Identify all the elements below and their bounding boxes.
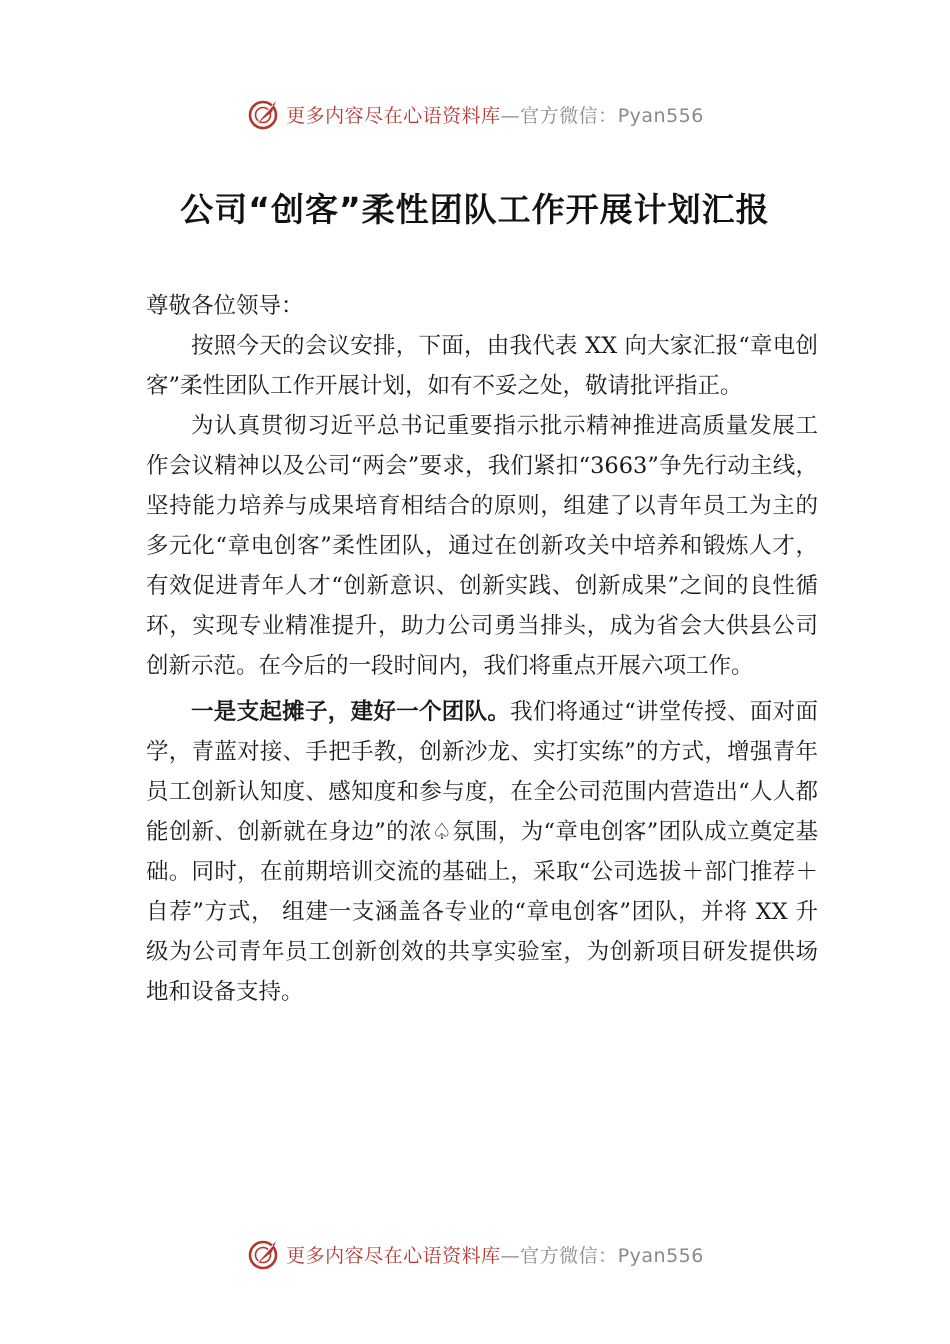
banner-wechat-label: 官方微信： bbox=[520, 104, 618, 127]
document-title: 公司“创客”柔性团队工作开展计划汇报 bbox=[180, 190, 770, 229]
document-body bbox=[146, 286, 818, 1012]
paragraph-background: 为认真贯彻习近平总书记重要指示批示精神推进高质量发展工作会议精神以及公司“两会”要求，我们紧扣“3663”争先行动主线，坚持能力培养与成果培育相结合的原则，组建了以青年员工为主的多元化“章电创客”柔性团队，通过在创新攻关中培养和锻炼人才，有效促进青年人才“创新意识、创新实践、创新成果”之间的良性循环，实现专业精准提升，助力公司勇当排头，成为省会大供县公司创新示范。在今后的一段时间内，我们将重点开展六项工作。 bbox=[146, 413, 818, 679]
footer-banner bbox=[0, 1234, 950, 1274]
quill-logo-icon bbox=[246, 96, 282, 132]
salutation: 尊敬各位领导： bbox=[146, 293, 304, 319]
banner-dash: — bbox=[500, 104, 521, 127]
header-banner bbox=[0, 94, 950, 134]
banner-main-text: 更多内容尽在心语资料库 bbox=[286, 104, 501, 127]
paragraph-intro: 按照今天的会议安排，下面，由我代表 XX 向大家汇报“章电创客”柔性团队工作开展计划，如有不妥之处，敬请批评指正。 bbox=[146, 333, 818, 399]
banner-wechat-handle: Pyan556 bbox=[617, 104, 704, 127]
banner-main-text: 更多内容尽在心语资料库 bbox=[286, 1244, 501, 1267]
quill-logo-icon bbox=[246, 1236, 282, 1272]
paragraph-section-1 bbox=[146, 692, 818, 1012]
banner-text bbox=[286, 101, 704, 128]
banner-wechat-handle: Pyan556 bbox=[617, 1244, 704, 1267]
section-1-lead: 一是支起摊子，建好一个团队。 bbox=[191, 699, 511, 725]
banner-text bbox=[286, 1241, 704, 1268]
section-1-body: 我们将通过“讲堂传授、面对面学，青蓝对接、手把手教，创新沙龙、实打实练”的方式，增强青年员工创新认知度、感知度和参与度，在全公司范围内营造出“人人都能创新、创新就在身边”的浓♤氛围，为“章电创客”团队成立奠定基础。同时，在前期培训交流的基础上，采取“公司选拔＋部门推荐＋自荐”方式， 组建一支涵盖各专业的“章电创客”团队，并将 XX 升级为公司青年员工创新创效的共享实验室，为创新项目研发提供场地和设备支持。 bbox=[146, 699, 818, 1005]
banner-wechat-label: 官方微信： bbox=[520, 1244, 618, 1267]
banner-dash: — bbox=[500, 1244, 521, 1267]
